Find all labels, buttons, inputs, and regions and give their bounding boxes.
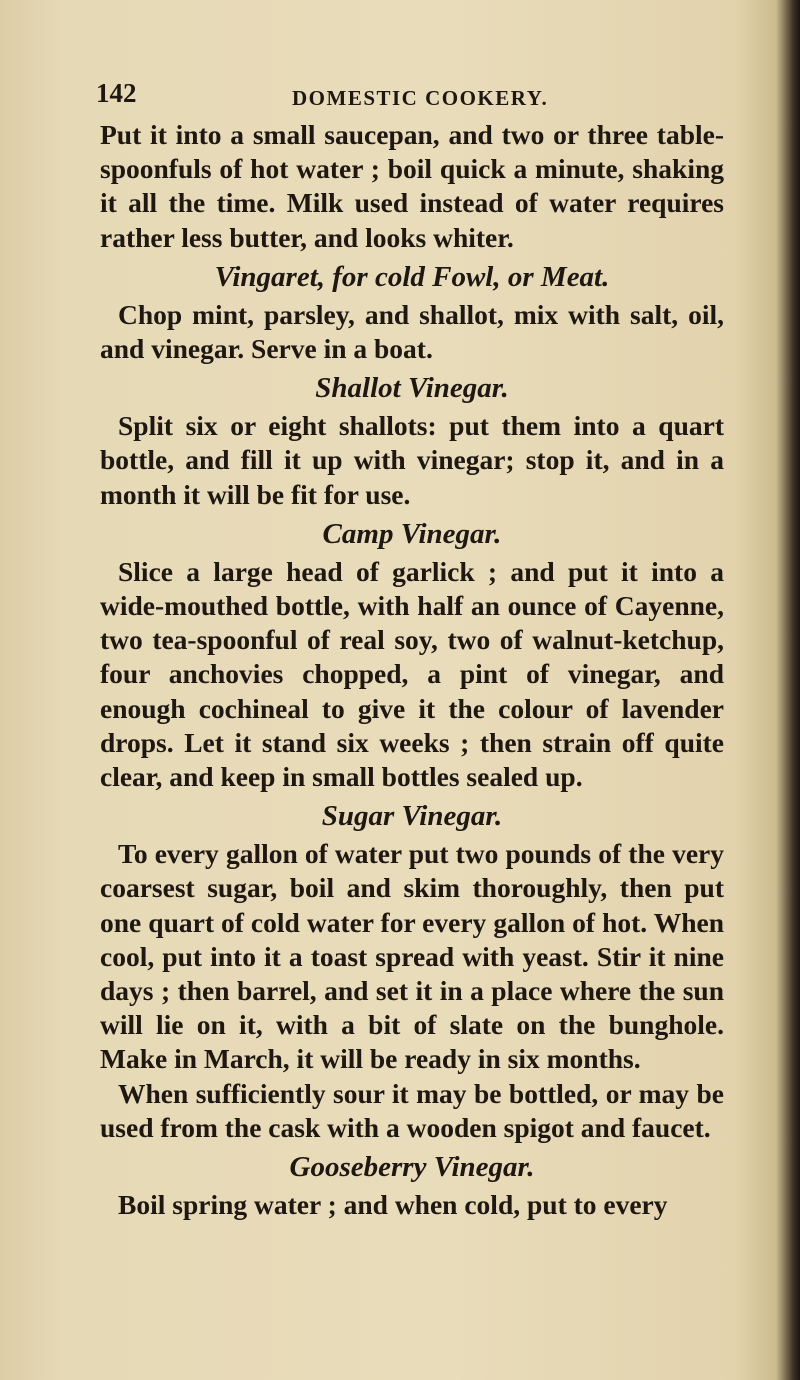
running-head: DOMESTIC COOKERY. [292, 86, 549, 110]
heading-sugar-vinegar: Sugar Vinegar. [321, 800, 503, 833]
paragraph-sugar-vinegar-bottling: When sufficiently sour it may be bottled, or may be used from the cask with a wooden spigot and faucet. [100, 1077, 724, 1143]
paragraph-camp-vinegar: Slice a large head of garlick ; and put it into a wide-mouthed bottle, with half an ounce of Cayenne, two tea-spoonful of real soy, two of walnut-ketchup, four anchovies chopped, a pint of vinegar, and enough cochineal to give it the colour of lavender drops. Let it stand six weeks ; then strain off quite clear, and keep in small bottles sealed up. [100, 555, 724, 793]
heading-vingaret: Vingaret, for cold Fowl, or Meat. [214, 260, 610, 293]
paragraph-gooseberry-vinegar: Boil spring water ; and when cold, put to every [118, 1189, 668, 1221]
heading-gooseberry-vinegar: Gooseberry Vinegar. [289, 1151, 535, 1184]
page-number: 142 [96, 78, 137, 108]
page-header [96, 78, 736, 118]
paragraph-sugar-vinegar: To every gallon of water put two pounds of the very coarsest sugar, boil and skim thoroughly, then put one quart of cold water for every gallon of hot. When cool, put into it a toast spread with yeast. Stir it nine days ; then barrel, and set it in a place where the sun will lie on it, with a bit of slate on the bunghole. Make in March, it will be ready in six months. [100, 838, 724, 1075]
heading-camp-vinegar: Camp Vinegar. [322, 517, 502, 550]
paragraph-saucepan: Put it into a small saucepan, and two or three table-spoonfuls of hot water ; boil quick a minute, shaking it all the time. Milk used instead of water requires rather less butter, and looks whiter. [100, 119, 724, 253]
paragraph-vingaret: Chop mint, parsley, and shallot, mix with salt, oil, and vinegar. Serve in a boat. [100, 298, 724, 365]
paragraph-shallot-vinegar: Split six or eight shallots: put them into a quart bottle, and fill it up with vinegar; stop it, and in a month it will be fit for use. [100, 410, 724, 510]
heading-shallot-vinegar: Shallot Vinegar. [315, 372, 509, 405]
page-body [100, 118, 724, 1222]
